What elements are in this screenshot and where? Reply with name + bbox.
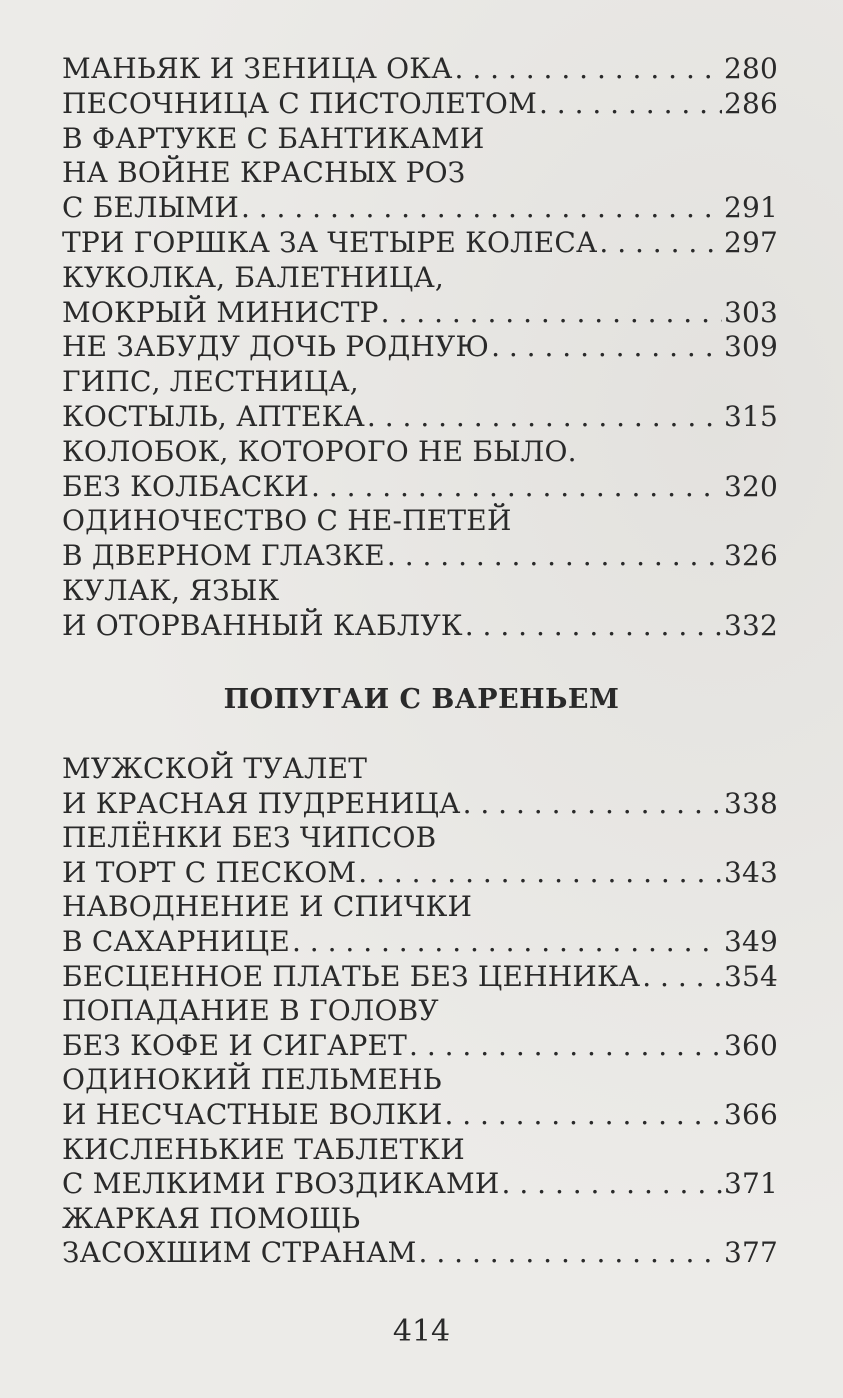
toc-leader-dots xyxy=(463,787,722,822)
toc-entry xyxy=(62,890,778,925)
toc-entry xyxy=(62,1063,778,1098)
toc-entry-title: В ФАРТУКЕ С БАНТИКАМИ xyxy=(62,121,485,155)
toc-entry-title: ОДИНОЧЕСТВО С НЕ-ПЕТЕЙ xyxy=(62,504,512,538)
toc-entry xyxy=(62,821,778,856)
toc-leader-dots xyxy=(491,330,722,365)
section-title: ПОПУГАИ С ВАРЕНЬЕМ xyxy=(223,684,620,715)
toc-leader-dots xyxy=(419,1236,722,1271)
toc-entry-title: НА ВОЙНЕ КРАСНЫХ РОЗ xyxy=(62,156,466,190)
toc-entry-title: ПЕСОЧНИЦА С ПИСТОЛЕТОМ xyxy=(62,86,537,120)
toc-entry-page: 286 xyxy=(723,86,778,120)
toc-entry xyxy=(62,925,778,960)
toc-leader-dots xyxy=(241,191,722,226)
toc-leader-dots xyxy=(599,226,722,261)
toc-entry-title: И ОТОРВАННЫЙ КАБЛУК xyxy=(62,608,463,642)
toc-leader-dots xyxy=(311,470,722,505)
toc-entry-page: 338 xyxy=(723,786,778,820)
toc-entry-title: КОСТЫЛЬ, АПТЕКА xyxy=(62,399,365,433)
toc-entry xyxy=(62,400,778,435)
toc-entry xyxy=(62,52,778,87)
toc-entry-page: 320 xyxy=(723,469,778,503)
toc-leader-dots xyxy=(444,1098,722,1133)
toc-entry-page: 326 xyxy=(723,539,778,573)
toc-entry-page: 377 xyxy=(723,1236,778,1270)
toc-entry-page: 280 xyxy=(723,52,778,85)
toc-entry-title: МУЖСКОЙ ТУАЛЕТ xyxy=(62,752,368,785)
toc-list-part2 xyxy=(62,752,778,1271)
toc-entry-page: 315 xyxy=(723,399,778,433)
toc-leader-dots xyxy=(358,856,722,891)
toc-entry xyxy=(62,156,778,191)
toc-entry xyxy=(62,1133,778,1168)
toc-entry xyxy=(62,960,778,995)
toc-entry xyxy=(62,1098,778,1133)
toc-entry xyxy=(62,574,778,609)
toc-entry xyxy=(62,330,778,365)
toc-entry xyxy=(62,1029,778,1064)
toc-leader-dots xyxy=(367,400,722,435)
toc-entry xyxy=(62,609,778,644)
toc-entry-page: 291 xyxy=(723,191,778,225)
toc-entry xyxy=(62,1167,778,1202)
toc-entry-title: И КРАСНАЯ ПУДРЕНИЦА xyxy=(62,786,461,820)
page-number: 414 xyxy=(392,1314,451,1349)
toc-entry-page: 354 xyxy=(723,959,778,993)
toc-entry-title: КОЛОБОК, КОТОРОГО НЕ БЫЛО. xyxy=(62,434,577,468)
toc-entry-title: ПОПАДАНИЕ В ГОЛОВУ xyxy=(62,994,439,1028)
toc-entry-page: 343 xyxy=(723,855,778,889)
toc-entry xyxy=(62,122,778,157)
toc-leader-dots xyxy=(409,1029,722,1064)
toc-leader-dots xyxy=(502,1167,722,1202)
toc-entry xyxy=(62,261,778,296)
toc-entry-title: В ДВЕРНОМ ГЛАЗКЕ xyxy=(62,539,385,573)
toc-entry-title: В САХАРНИЦЕ xyxy=(62,924,290,958)
toc-entry xyxy=(62,435,778,470)
toc-entry-title: ПЕЛЁНКИ БЕЗ ЧИПСОВ xyxy=(62,821,437,855)
toc-leader-dots xyxy=(387,539,722,574)
toc-entry-page: 303 xyxy=(723,295,778,329)
toc-entry-title: ТРИ ГОРШКА ЗА ЧЕТЫРЕ КОЛЕСА xyxy=(62,225,598,259)
toc-entry-title: КУЛАК, ЯЗЫК xyxy=(62,573,280,607)
toc-entry-title: МАНЬЯК И ЗЕНИЦА ОКА xyxy=(62,52,453,85)
toc-entry xyxy=(62,1202,778,1237)
toc-entry xyxy=(62,226,778,261)
toc-leader-dots xyxy=(381,296,722,331)
toc-entry xyxy=(62,994,778,1029)
toc-entry-title: С МЕЛКИМИ ГВОЗДИКАМИ xyxy=(62,1167,500,1201)
toc-entry-title: БЕЗ КОЛБАСКИ xyxy=(62,469,310,503)
toc-entry xyxy=(62,365,778,400)
toc-entry-title: ЖАРКАЯ ПОМОЩЬ xyxy=(62,1201,361,1235)
toc-entry xyxy=(62,87,778,122)
toc-entry-page: 349 xyxy=(723,924,778,958)
toc-entry-title: НЕ ЗАБУДУ ДОЧЬ РОДНУЮ xyxy=(62,330,490,364)
toc-leader-dots xyxy=(465,609,722,644)
toc-leader-dots xyxy=(292,925,722,960)
toc-entry-title: И НЕСЧАСТНЫЕ ВОЛКИ xyxy=(62,1097,443,1131)
toc-leader-dots xyxy=(642,960,722,995)
toc-entry-title: ЗАСОХШИМ СТРАНАМ xyxy=(62,1236,417,1270)
toc-entry xyxy=(62,539,778,574)
toc-entry xyxy=(62,1236,778,1271)
toc-entry-title: С БЕЛЫМИ xyxy=(62,191,239,225)
toc-entry-title: ОДИНОКИЙ ПЕЛЬМЕНЬ xyxy=(62,1063,442,1097)
toc-entry-page: 297 xyxy=(723,225,778,259)
toc-entry-page: 309 xyxy=(723,330,778,364)
toc-leader-dots xyxy=(455,52,722,87)
toc-entry xyxy=(62,470,778,505)
toc-entry-title: МОКРЫЙ МИНИСТР xyxy=(62,295,379,329)
toc-entry-title: КИСЛЕНЬКИЕ ТАБЛЕТКИ xyxy=(62,1132,465,1166)
toc-entry-page: 360 xyxy=(723,1028,778,1062)
toc-entry-page: 366 xyxy=(723,1097,778,1131)
toc-entry-title: КУКОЛКА, БАЛЕТНИЦА, xyxy=(62,260,444,294)
toc-entry xyxy=(62,504,778,539)
toc-entry-title: НАВОДНЕНИЕ И СПИЧКИ xyxy=(62,890,473,924)
toc-entry xyxy=(62,752,778,787)
toc-list-part1 xyxy=(62,52,778,644)
toc-entry xyxy=(62,787,778,822)
toc-entry-title: БЕЗ КОФЕ И СИГАРЕТ xyxy=(62,1028,408,1062)
toc-entry xyxy=(62,856,778,891)
toc-entry-page: 371 xyxy=(723,1167,778,1201)
toc-entry-title: БЕСЦЕННОЕ ПЛАТЬЕ БЕЗ ЦЕННИКА xyxy=(62,959,641,993)
toc-leader-dots xyxy=(539,87,722,122)
toc-entry-title: ГИПС, ЛЕСТНИЦА, xyxy=(62,365,359,399)
toc-entry-page: 332 xyxy=(723,608,778,642)
toc-entry xyxy=(62,296,778,331)
toc-entry xyxy=(62,191,778,226)
toc-entry-title: И ТОРТ С ПЕСКОМ xyxy=(62,855,357,889)
